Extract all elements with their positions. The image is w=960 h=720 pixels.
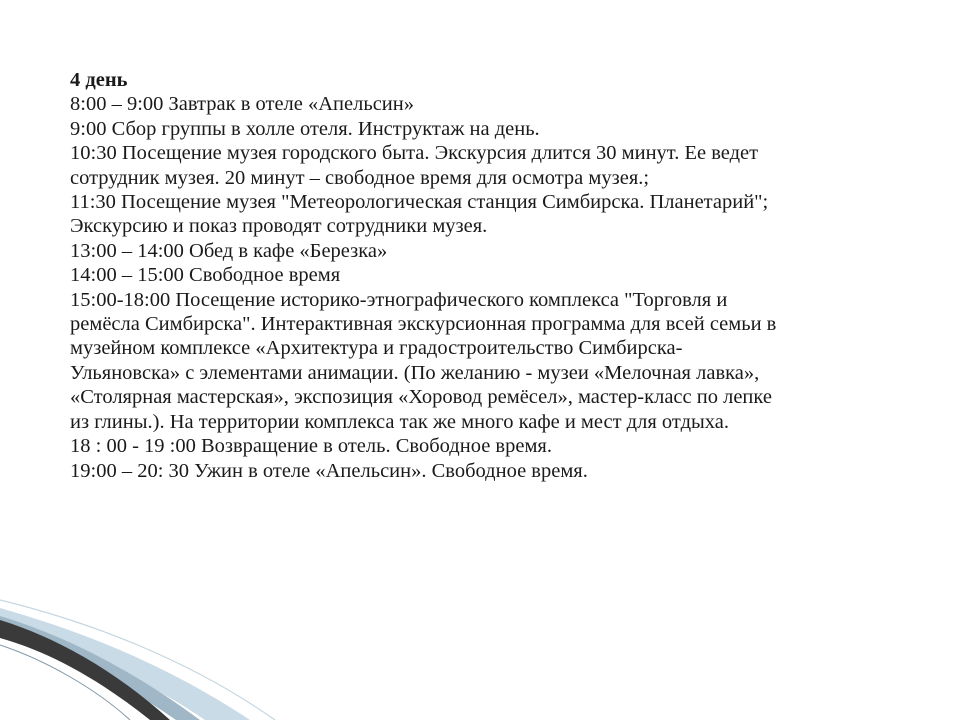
itinerary-line: 13:00 – 14:00 Обед в кафе «Березка» [70, 239, 388, 262]
itinerary-line: ремёсла Симбирска". Интерактивная экскурсионная программа для всей семьи в [70, 313, 777, 336]
itinerary-line: музейном комплексе «Архитектура и градостроительство Симбирска- [70, 337, 683, 360]
itinerary-line: Ульяновска» с элементами анимации. (По желанию - музеи «Мелочная лавка», [70, 361, 760, 384]
itinerary-line: 10:30 Посещение музея городского быта. Экскурсия длится 30 минут. Ее ведет [70, 142, 759, 165]
itinerary-line: 15:00-18:00 Посещение историко-этнографического комплекса "Торговля и [70, 288, 728, 311]
itinerary-line: 8:00 – 9:00 Завтрак в отеле «Апельсин» [70, 93, 414, 116]
swoosh-outer-line [0, 600, 275, 720]
swoosh-mid-band [0, 616, 200, 720]
itinerary-line: «Столярная мастерская», экспозиция «Хоровод ремёсел», мастер-класс по лепке [70, 386, 772, 409]
swoosh-dark-band [0, 620, 170, 720]
itinerary-line: из глины.). На территории комплекса так же много кафе и мест для отдыха. [70, 410, 729, 433]
itinerary-line: 9:00 Сбор группы в холле отеля. Инструктаж на день. [70, 117, 540, 140]
swoosh-light-band [0, 608, 250, 720]
itinerary-line: 11:30 Посещение музея "Метеорологическая станция Симбирска. Планетарий"; [70, 191, 769, 214]
swoosh-inner-line [0, 645, 130, 720]
itinerary-line: 14:00 – 15:00 Свободное время [70, 264, 341, 287]
itinerary-line: 19:00 – 20: 30 Ужин в отеле «Апельсин». Свободное время. [70, 459, 588, 482]
itinerary-line: 18 : 00 - 19 :00 Возвращение в отель. Свободное время. [70, 435, 552, 458]
itinerary-text [70, 68, 910, 483]
day-heading: 4 день [70, 69, 128, 91]
itinerary-line: Экскурсию и показ проводят сотрудники музея. [70, 215, 488, 238]
itinerary-line: сотрудник музея. 20 минут – свободное время для осмотра музея.; [70, 166, 650, 189]
